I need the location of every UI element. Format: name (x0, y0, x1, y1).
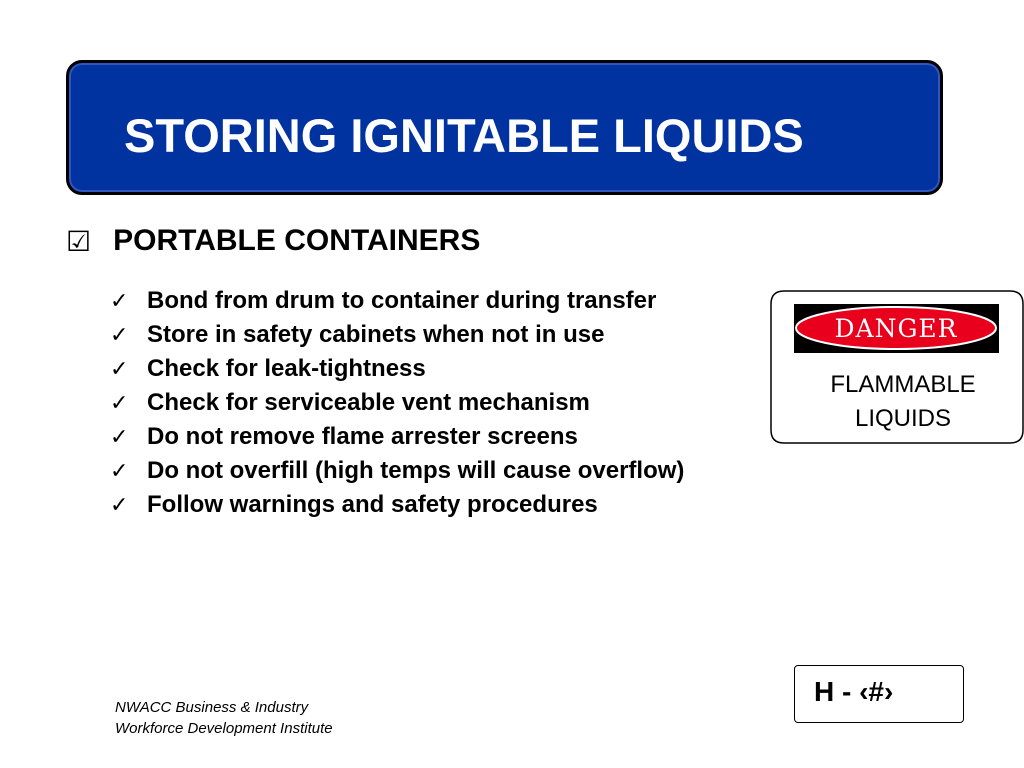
list-item (110, 488, 684, 522)
section-heading (66, 224, 480, 258)
list-item (110, 284, 684, 318)
list-item (110, 352, 684, 386)
list-item-text: Do not remove flame arrester screens (147, 423, 578, 450)
list-item (110, 420, 684, 454)
list-item (110, 318, 684, 352)
checkmark-icon: ✓ (110, 424, 129, 449)
list-item (110, 386, 684, 420)
page-number: H - ‹#› (814, 676, 894, 707)
bullet-list (110, 284, 684, 522)
checkbox-icon: ☑ (66, 225, 92, 257)
checkmark-icon: ✓ (110, 390, 129, 415)
sign-text (784, 368, 1022, 436)
checkmark-icon: ✓ (110, 492, 129, 517)
danger-label: DANGER (834, 314, 958, 343)
list-item-text: Bond from drum to container during transfer (147, 287, 657, 314)
footer (115, 697, 333, 739)
list-item-text: Check for leak-tightness (147, 355, 426, 382)
list-item-text: Check for serviceable vent mechanism (147, 389, 590, 416)
checkmark-icon: ✓ (110, 322, 129, 347)
footer-line-1: NWACC Business & Industry (115, 699, 309, 716)
sign-line-1: FLAMMABLE (830, 371, 976, 398)
list-item (110, 454, 684, 488)
checkmark-icon: ✓ (110, 288, 129, 313)
section-heading-label: PORTABLE CONTAINERS (113, 224, 481, 257)
footer-line-2: Workforce Development Institute (115, 720, 333, 737)
checkmark-icon: ✓ (110, 356, 129, 381)
sign-line-2: LIQUIDS (854, 405, 952, 432)
checkmark-icon: ✓ (110, 458, 129, 483)
list-item-text: Store in safety cabinets when not in use (147, 321, 605, 348)
slide-title: STORING IGNITABLE LIQUIDS (124, 109, 804, 162)
list-item-text: Do not overfill (high temps will cause overflow) (147, 457, 685, 484)
list-item-text: Follow warnings and safety procedures (147, 491, 598, 518)
